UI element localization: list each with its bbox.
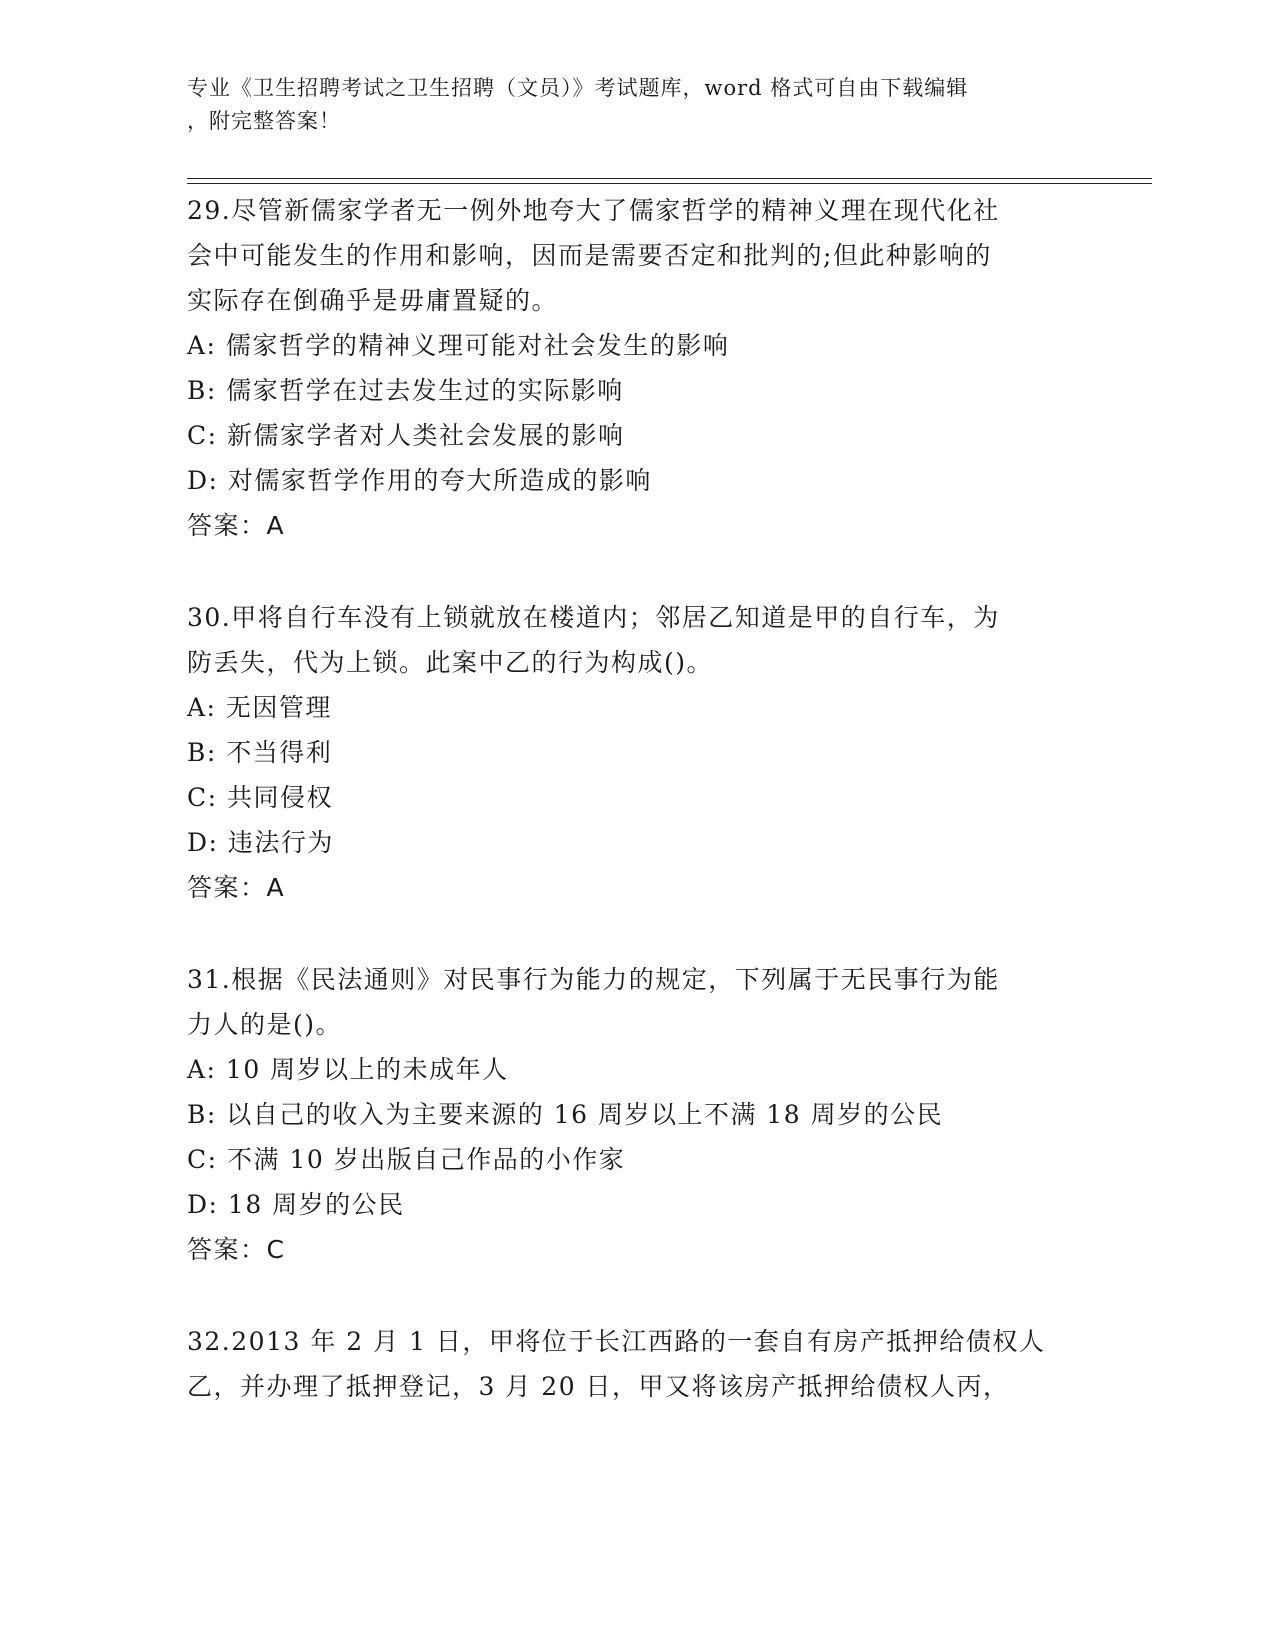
question-line: 实际存在倒确乎是毋庸置疑的。: [187, 286, 559, 315]
question-line: 30.甲将自行车没有上锁就放在楼道内；邻居乙知道是甲的自行车，为: [187, 603, 1000, 632]
header-line-2: ，附完整答案！: [187, 109, 341, 133]
question-31: [187, 957, 1087, 1272]
question-29: [187, 188, 1087, 548]
answer-label: 答案：A: [187, 873, 286, 902]
question-30: [187, 595, 1087, 910]
option-d: D: 对儒家哲学作用的夸大所造成的影响: [187, 466, 652, 495]
option-b: B: 儒家哲学在过去发生过的实际影响: [187, 376, 624, 405]
question-line: 会中可能发生的作用和影响，因而是需要否定和批判的;但此种影响的: [187, 241, 992, 270]
option-b: B: 不当得利: [187, 738, 333, 767]
option-c: C: 新儒家学者对人类社会发展的影响: [187, 421, 625, 450]
question-text: [187, 1319, 1087, 1409]
header-line-1: 专业《卫生招聘考试之卫生招聘（文员）》考试题库，word 格式可自由下载编辑: [187, 76, 969, 100]
option-a: A: 儒家哲学的精神义理可能对社会发生的影响: [187, 331, 730, 360]
question-line: 乙，并办理了抵押登记，3 月 20 日，甲又将该房产抵押给债权人丙，: [187, 1372, 1010, 1401]
question-line: 力人的是()。: [187, 1010, 343, 1039]
option-d: D: 违法行为: [187, 828, 334, 857]
question-list: [187, 188, 1087, 1409]
question-text: [187, 595, 1087, 685]
question-line: 32.2013 年 2 月 1 日，甲将位于长江西路的一套自有房产抵押给债权人: [187, 1327, 1046, 1356]
option-c: C: 不满 10 岁出版自己作品的小作家: [187, 1145, 626, 1174]
question-line: 防丢失，代为上锁。此案中乙的行为构成()。: [187, 648, 714, 677]
answer-label: 答案：C: [187, 1235, 286, 1264]
question-line: 29.尽管新儒家学者无一例外地夸大了儒家哲学的精神义理在现代化社: [187, 196, 1000, 225]
header-divider-bottom: [187, 183, 1152, 184]
option-b: B: 以自己的收入为主要来源的 16 周岁以上不满 18 周岁的公民: [187, 1100, 944, 1129]
question-line: 31.根据《民法通则》对民事行为能力的规定，下列属于无民事行为能: [187, 965, 1000, 994]
document-header: [187, 72, 1087, 138]
option-a: A: 无因管理: [187, 693, 332, 722]
question-32: [187, 1319, 1087, 1409]
option-a: A: 10 周岁以上的未成年人: [187, 1055, 509, 1084]
option-d: D: 18 周岁的公民: [187, 1190, 405, 1219]
answer-label: 答案：A: [187, 511, 286, 540]
question-text: [187, 957, 1087, 1047]
header-divider-top: [187, 178, 1152, 179]
option-c: C: 共同侵权: [187, 783, 333, 812]
question-text: [187, 188, 1087, 323]
